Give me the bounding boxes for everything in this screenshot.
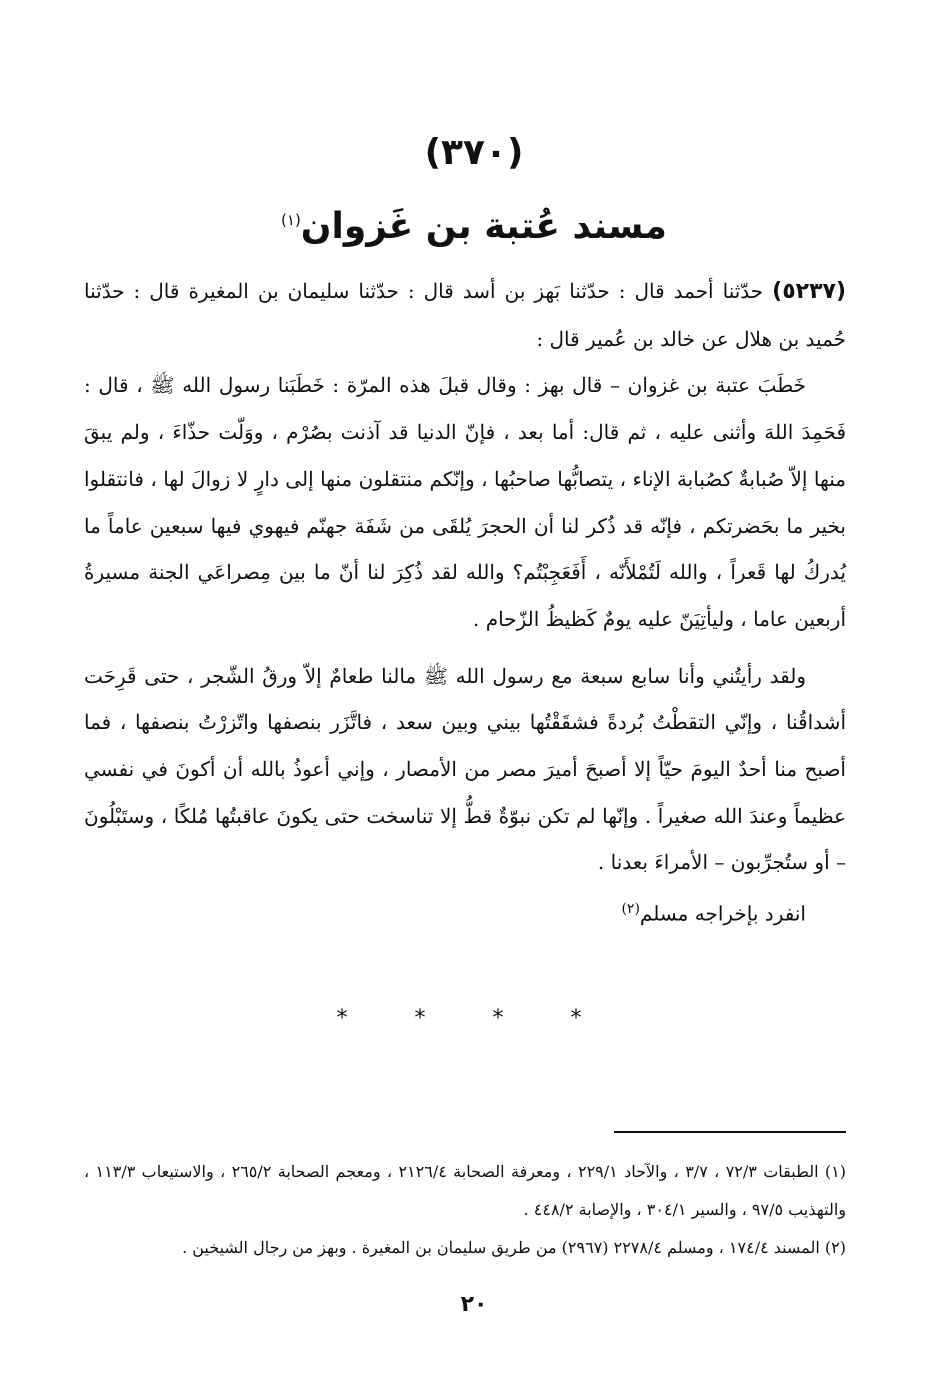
chapter-number: (٣٧٠) [424,132,524,173]
footnote-1: (١) الطبقات ٧٢/٣ ، ٣/٧ ، والآحاد ٢٢٩/١ ، ومعرفة الصحابة ٢١٢٦/٤ ، ومعجم الصحابة ٢٦٥/٢ ، والاستيعاب ١١٣/٣ ، والتهذيب ٩٧/٥ ، والسير ٣٠٤/١ ، والإصابة ٤٤٨/٢ . [84,1162,847,1219]
matn-paragraph-2: ولقد رأيتُني وأنا سابع سبعة مع رسول الله ﷺ مالنا طعامٌ إلاّ ورقُ الشّجر ، حتى قَرِحَت أشداقُنا ، وإنّي التقطْتُ بُردةً فشقَقْتُها بيني وبين سعد ، فاتَّزَر بنصفها واتّزرْتُ بنصفها ، فما أصبح منا أحدٌ اليومَ حيّاً إلا أصبحَ أميرَ مصر من الأمصار ، وإني أعوذُ بالله أن أكونَ في نفسي عظيماً وعندَ الله صغيراً . وإنّها لم تكن نبوّةٌ قطُّ إلا تناسخت حتى يكونَ عاقبتُها مُلكًا ، وستَبْلُونَ – أو ستُجرِّبون – الأمراءَ بعدنا . [84,663,846,875]
section-separator: * * * * [336,1006,612,1031]
page-number: ٢٠ [460,1292,488,1317]
footnote-2: (٢) المسند ١٧٤/٤ ، ومسلم ٢٢٧٨/٤ (٢٩٦٧) من طريق سليمان بن المغيرة . وبهز من رجال الشيخين . [182,1238,846,1257]
chapter-title-text: مسند عُتبة بن غَزوان [300,206,667,247]
footnotes [84,1153,846,1267]
isnad-text: حدّثنا أحمد قال : حدّثنا بَهز بن أسد قال : حدّثنا سليمان بن المغيرة قال : حدّثنا حُميد بن هلال عن خالد بن عُمير قال : [84,279,846,351]
hadith-body [84,268,846,938]
chapter-title-footnote-ref: (١) [281,211,301,229]
takhrij-text: انفرد بإخراجه مسلم [639,901,806,926]
isnad-paragraph [84,268,846,362]
hadith-number: (٥٢٣٧) [772,279,846,304]
chapter-title [0,192,948,255]
matn-paragraph-1: خَطَبَ عتبة بن غزوان – قال بهز : وقال قبلَ هذه المرّة : خَطَبَنا رسول الله ﷺ ، قال : فَحَمِدَ اللهَ وأثنى عليه ، ثم قال: أما بعد ، فإنّ الدنيا قد آذنت بصُرْم ، ووَلّت حذّاءَ ، ولم يبقَ منها إلاّ صُبابةٌ كصُبابة الإناء ، يتصابُّها صاحبُها ، وإنّكم منتقلون منها إلى دارٍ لا زوالَ لها ، فانتقلوا بخير ما بحَضرتكم ، فإنّه قد ذُكر لنا أن الحجرَ يُلقَى من شَفَة جهنّم فيهوي فيها سبعين عاماً ما يُدركُ لها قَعراً ، والله لَتُمْلأَنّه ، أَفَعَجِبْتُم؟ والله لقد ذُكِرَ لنا أنّ ما بين مِصراعَي الجنة مسيرةُ أربعين عاما ، وليأتِيَنّ عليه يومٌ كَظيظُ الزّحام . [84,373,846,631]
takhrij-line [84,886,846,937]
takhrij-footnote-ref: (٢) [621,901,640,918]
footnote-divider [614,1131,846,1133]
